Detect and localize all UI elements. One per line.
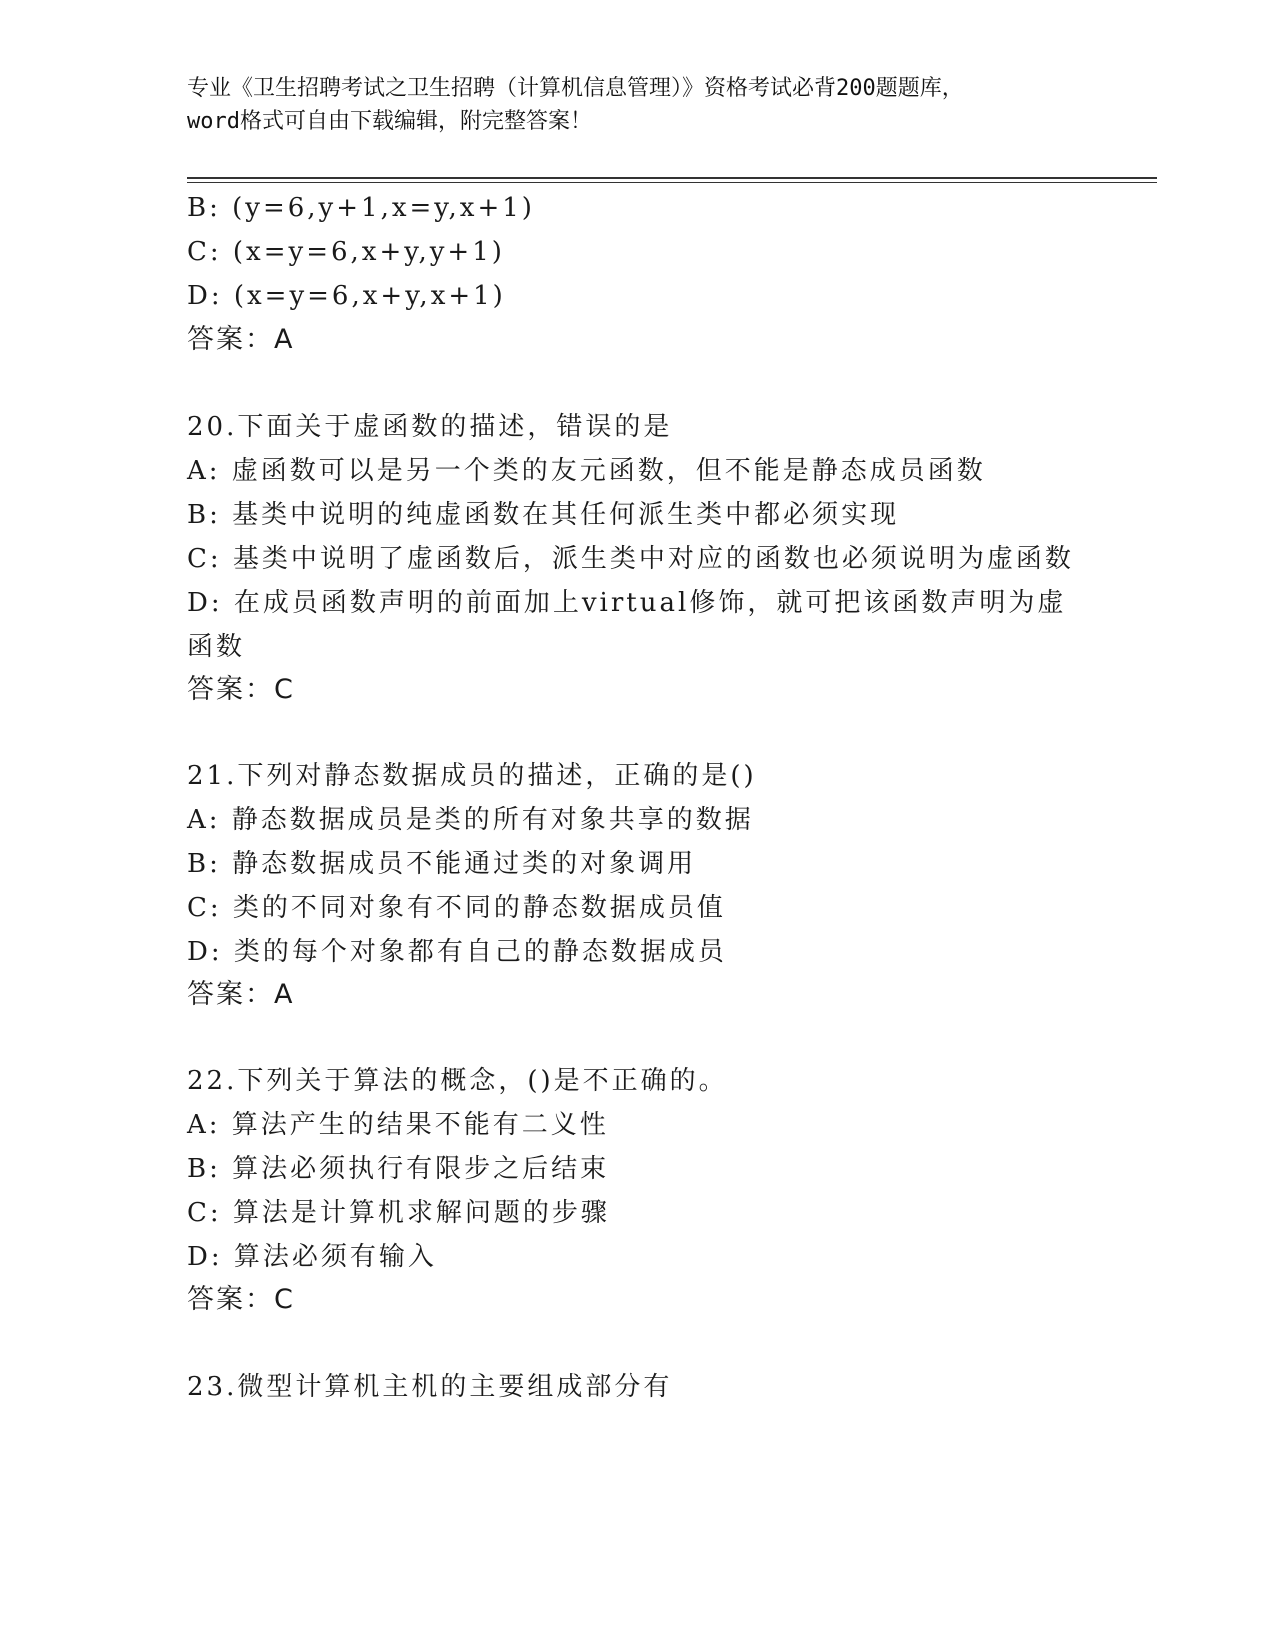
q19-option-b: B: (y=6,y+1,x=y,x+1) — [187, 193, 535, 223]
header-divider-thin — [187, 182, 1157, 183]
q20-option-d-line-1: D: 在成员函数声明的前面加上virtual修饰，就可把该函数声明为虚 — [187, 588, 1067, 618]
q22-option-a: A: 算法产生的结果不能有二义性 — [187, 1110, 609, 1140]
q21-option-a: A: 静态数据成员是类的所有对象共享的数据 — [187, 805, 754, 835]
q20-option-b: B: 基类中说明的纯虚函数在其任何派生类中都必须实现 — [187, 500, 900, 530]
q21-stem: 21.下列对静态数据成员的描述，正确的是() — [187, 761, 757, 791]
header-divider-thick — [187, 177, 1157, 179]
q21-option-d: D: 类的每个对象都有自己的静态数据成员 — [187, 937, 727, 967]
q22-option-c: C: 算法是计算机求解问题的步骤 — [187, 1198, 610, 1228]
q19-answer: 答案：A — [187, 324, 295, 355]
q19-option-c: C: (x=y=6,x+y,y+1) — [187, 237, 505, 267]
q20-stem: 20.下面关于虚函数的描述，错误的是 — [187, 412, 673, 442]
header-title-line-1: 专业《卫生招聘考试之卫生招聘（计算机信息管理）》资格考试必背200题题库， — [187, 76, 964, 101]
q20-option-d-line-2: 函数 — [187, 632, 246, 662]
q19-option-d: D: (x=y=6,x+y,x+1) — [187, 281, 506, 311]
q20-answer: 答案：C — [187, 674, 295, 705]
q22-stem: 22.下列关于算法的概念，()是不正确的。 — [187, 1066, 728, 1096]
q23-stem: 23.微型计算机主机的主要组成部分有 — [187, 1372, 673, 1402]
q22-answer: 答案：C — [187, 1284, 295, 1315]
q21-option-b: B: 静态数据成员不能通过类的对象调用 — [187, 849, 697, 879]
q21-answer: 答案：A — [187, 979, 295, 1010]
q22-option-b: B: 算法必须执行有限步之后结束 — [187, 1154, 610, 1184]
q20-option-a: A: 虚函数可以是另一个类的友元函数，但不能是静态成员函数 — [187, 456, 986, 486]
q21-option-c: C: 类的不同对象有不同的静态数据成员值 — [187, 893, 726, 923]
q22-option-d: D: 算法必须有输入 — [187, 1242, 437, 1272]
header-title-line-2: word格式可自由下载编辑，附完整答案！ — [187, 109, 592, 134]
document-header — [187, 72, 1087, 138]
q20-option-c: C: 基类中说明了虚函数后，派生类中对应的函数也必须说明为虚函数 — [187, 544, 1074, 574]
